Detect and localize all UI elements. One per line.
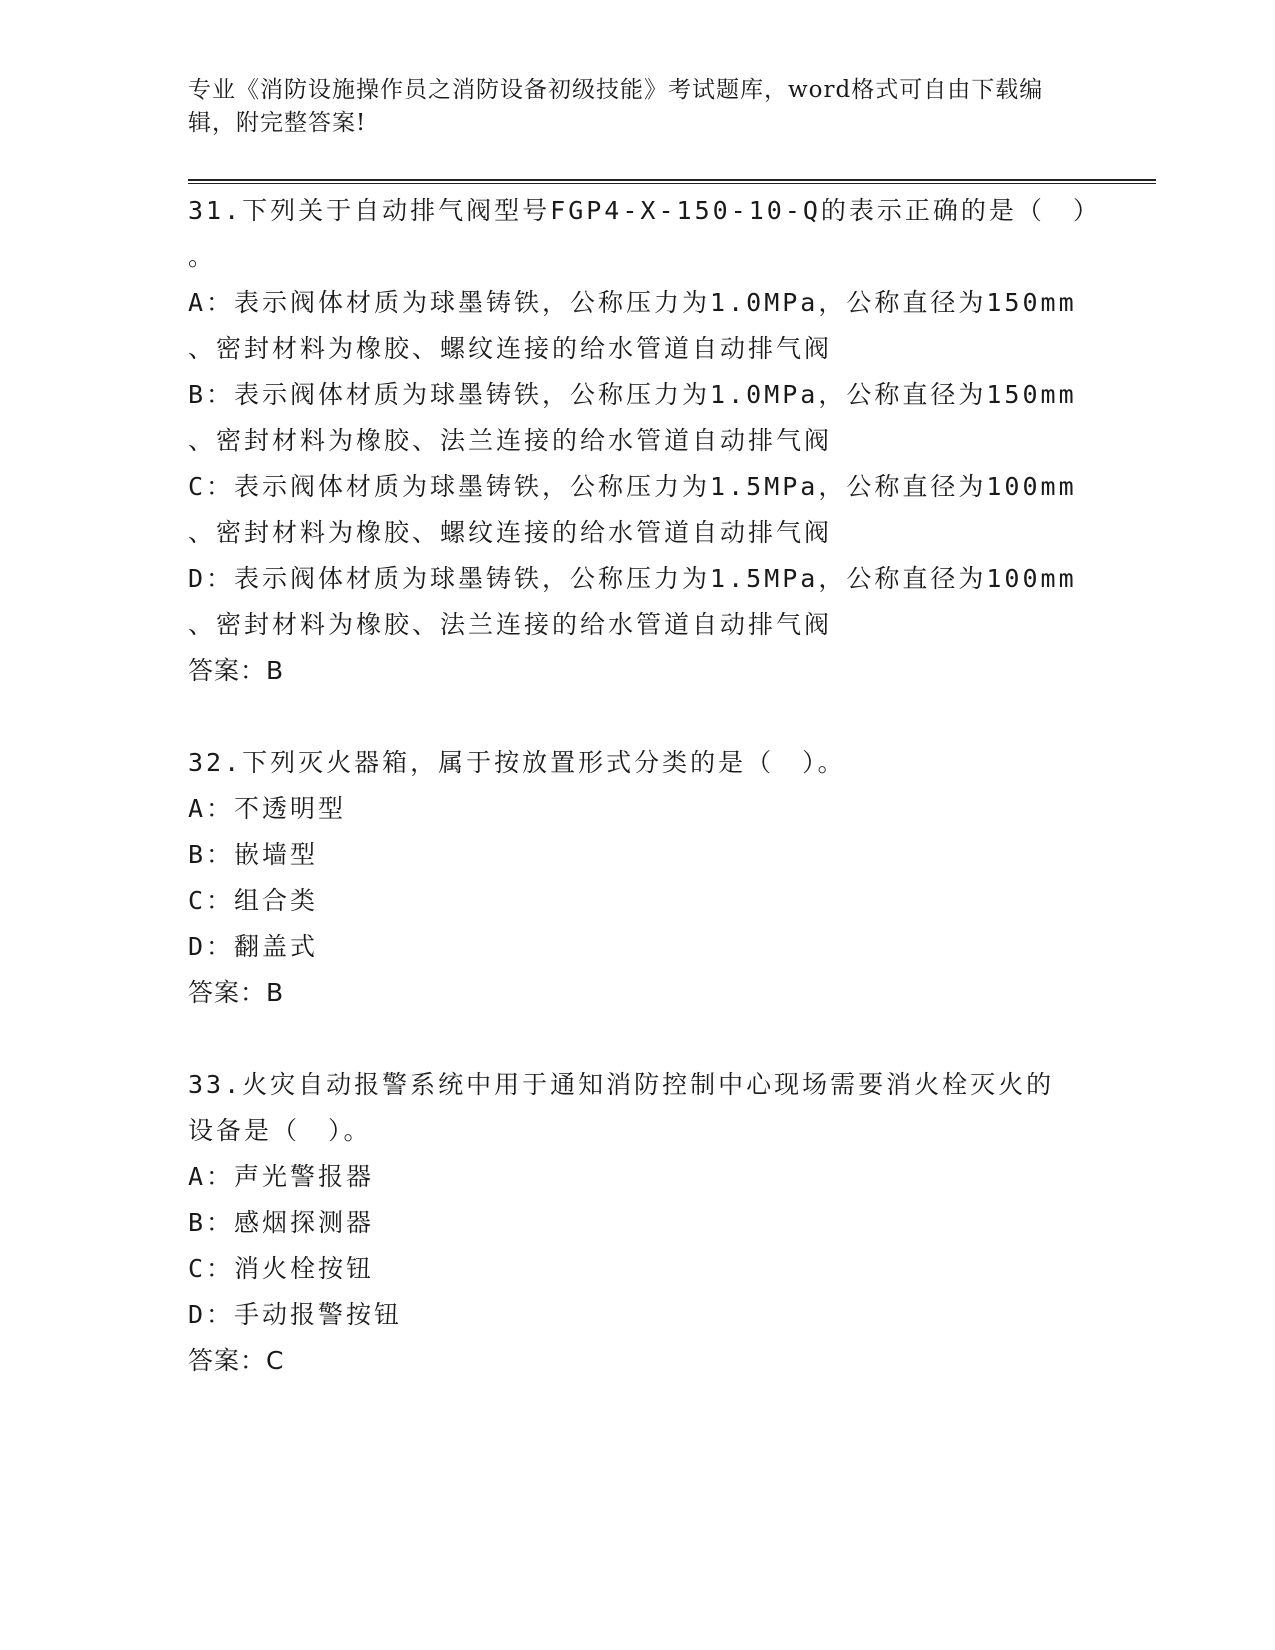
option-d: D：表示阀体材质为球墨铸铁，公称压力为1.5MPa，公称直径为100mm [188,564,1077,593]
option-b-cont: 、密封材料为橡胶、法兰连接的给水管道自动排气阀 [188,426,833,455]
option-d-cont: 、密封材料为橡胶、法兰连接的给水管道自动排气阀 [188,610,833,639]
option-a: A：声光警报器 [188,1162,375,1191]
option-b: B：感烟探测器 [188,1208,375,1237]
question-33 [188,1062,1088,1384]
option-a-cont: 、密封材料为橡胶、螺纹连接的给水管道自动排气阀 [188,334,833,363]
answer: 答案：B [188,656,285,685]
question-stem: 设备是（ ）。 [188,1116,372,1145]
header-line: 辑，附完整答案! [188,110,367,136]
question-31 [188,188,1101,694]
header-divider-thick [188,179,1156,181]
question-list [188,188,1101,1430]
question-32 [188,740,1088,1016]
question-stem: 31.下列关于自动排气阀型号FGP4-X-150-10-Q的表示正确的是（ ） [188,196,1101,225]
header-line: 专业《消防设施操作员之消防设备初级技能》考试题库，word格式可自由下载编 [188,77,1044,103]
question-stem: 32.下列灭火器箱，属于按放置形式分类的是（ ）。 [188,748,846,777]
question-stem: 33.火灾自动报警系统中用于通知消防控制中心现场需要消火栓灭火的 [188,1070,1055,1099]
option-b: B：表示阀体材质为球墨铸铁，公称压力为1.0MPa，公称直径为150mm [188,380,1077,409]
option-b: B：嵌墙型 [188,840,319,869]
option-c: C：组合类 [188,886,319,915]
document-header [188,74,1088,140]
option-c: C：消火栓按钮 [188,1254,375,1283]
option-a: A：表示阀体材质为球墨铸铁，公称压力为1.0MPa，公称直径为150mm [188,288,1077,317]
option-c-cont: 、密封材料为橡胶、螺纹连接的给水管道自动排气阀 [188,518,833,547]
answer: 答案：C [188,1346,285,1375]
answer: 答案：B [188,978,285,1007]
question-stem: 。 [188,242,217,271]
option-a: A：不透明型 [188,794,347,823]
option-d: D：翻盖式 [188,932,319,961]
option-c: C：表示阀体材质为球墨铸铁，公称压力为1.5MPa，公称直径为100mm [188,472,1077,501]
option-d: D：手动报警按钮 [188,1300,403,1329]
header-divider-thin [188,183,1156,184]
